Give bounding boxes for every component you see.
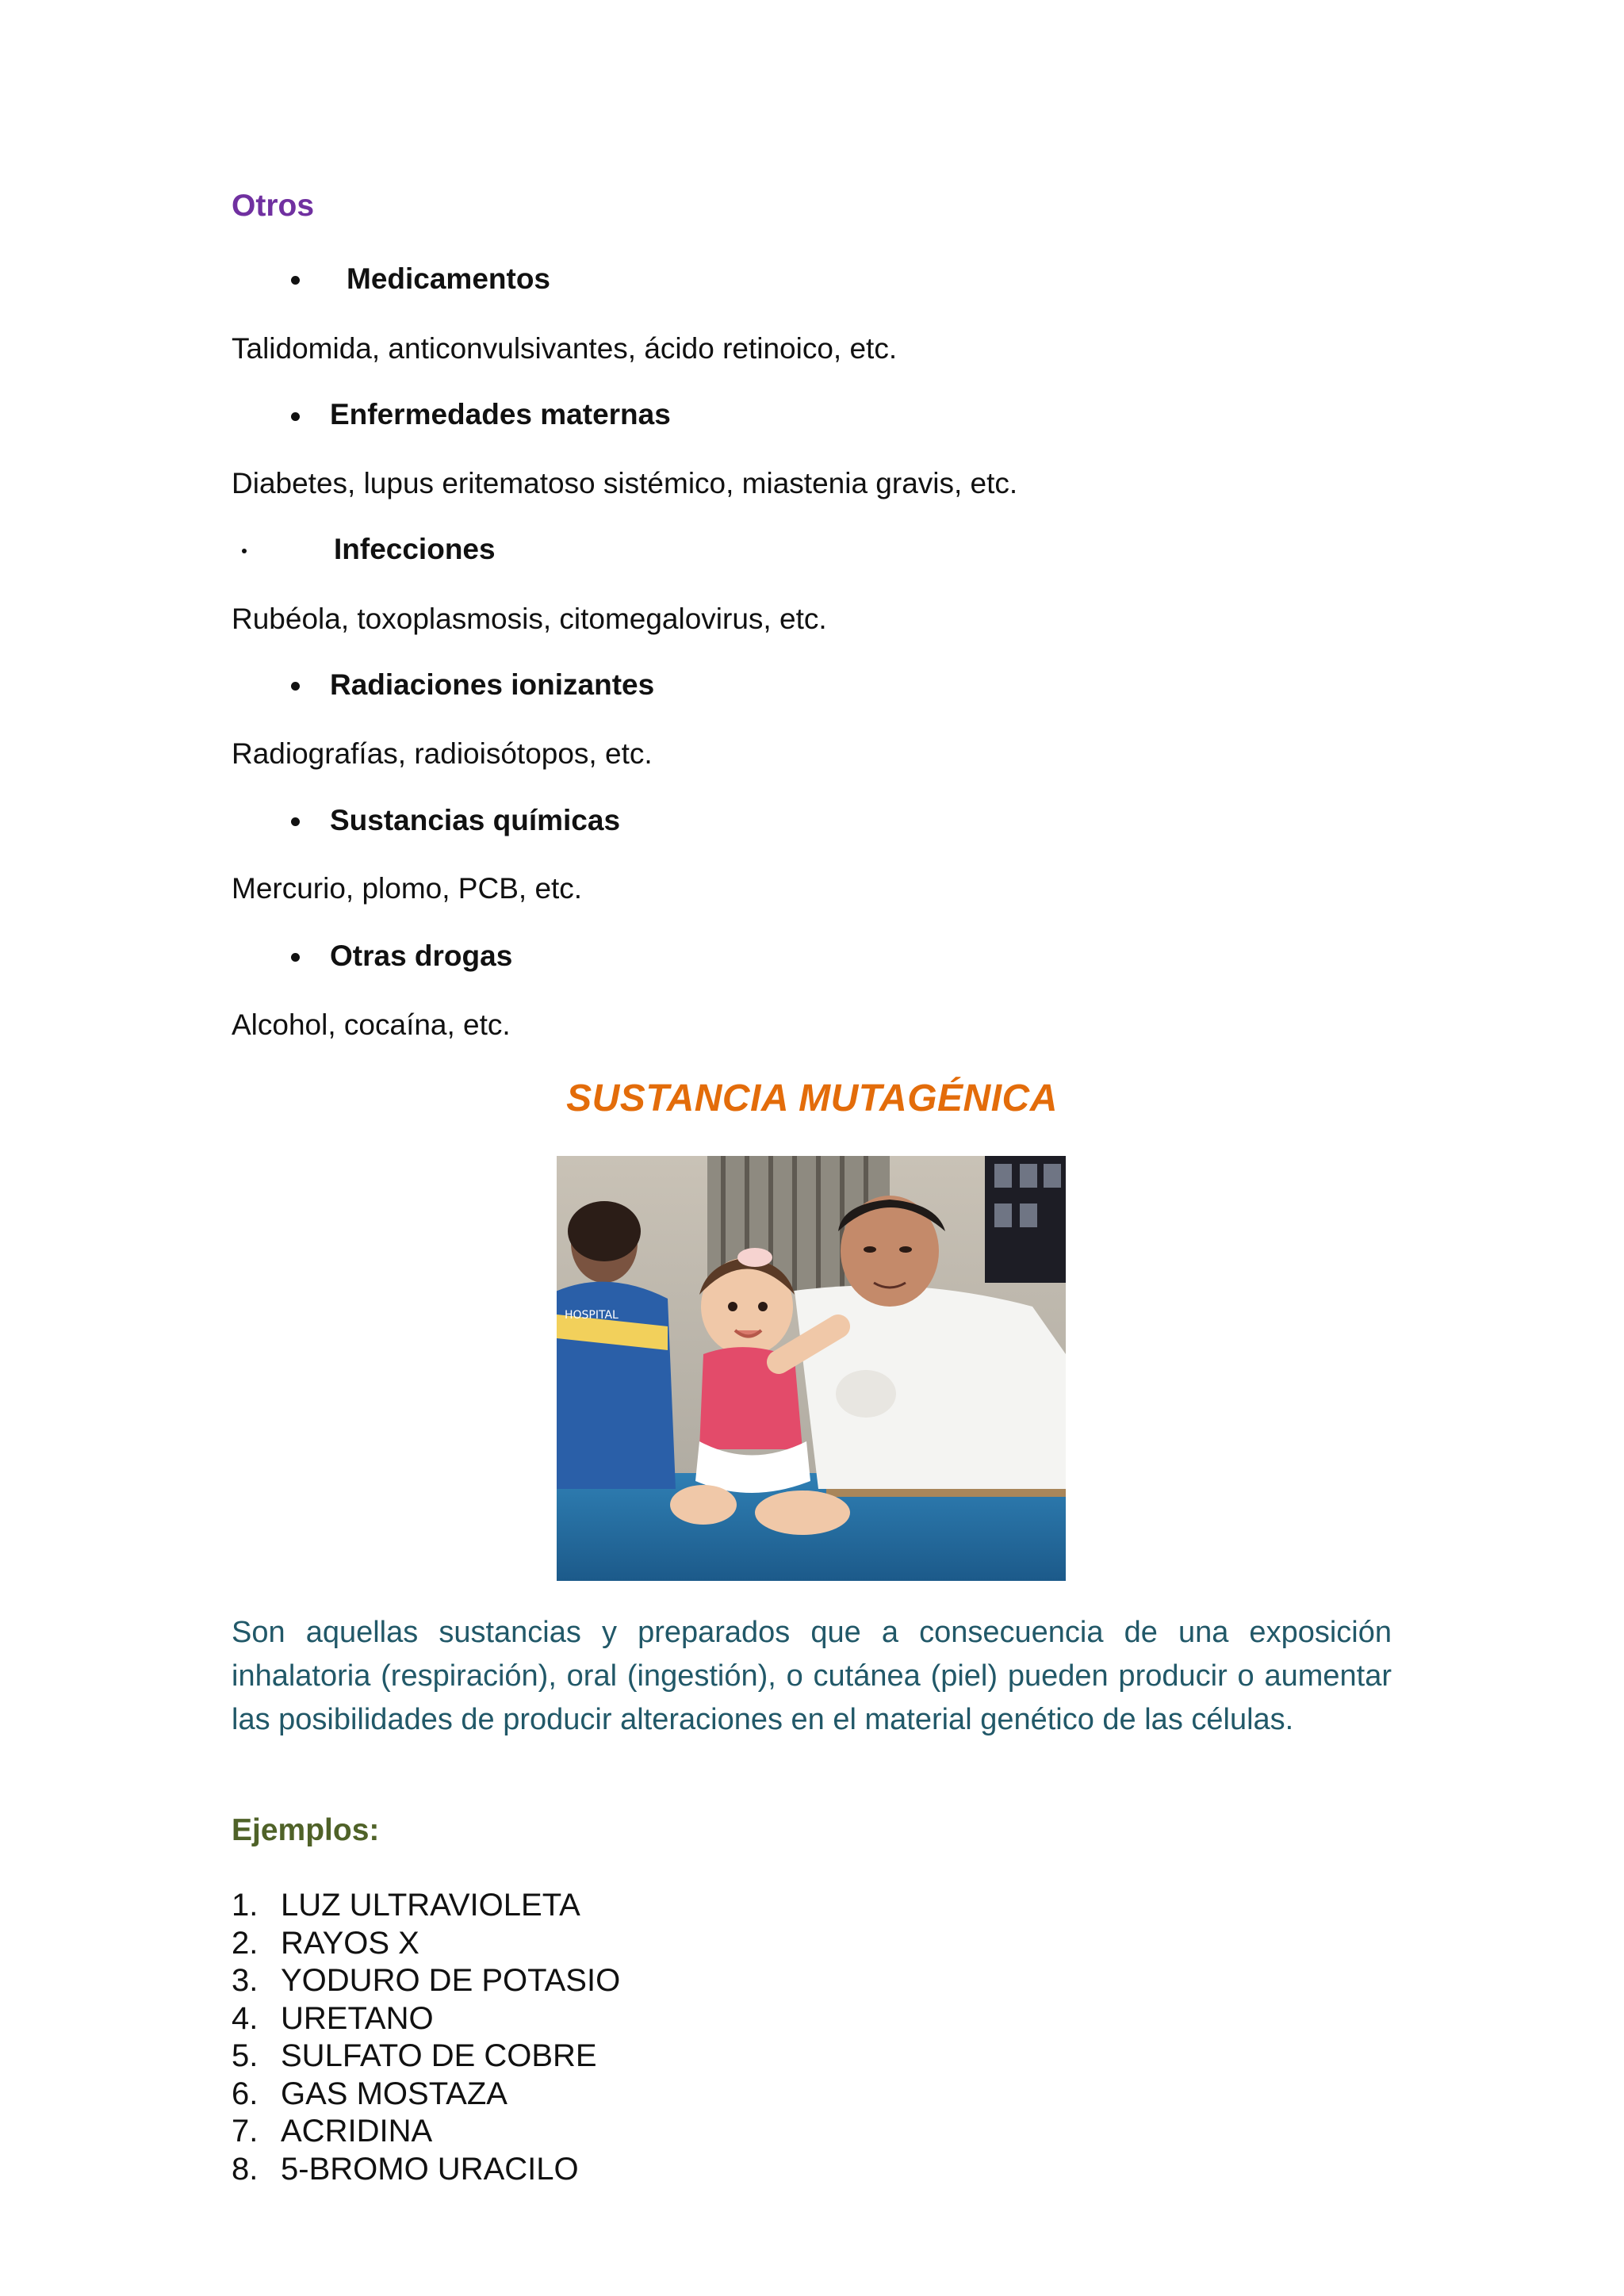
list-item: 6. GAS MOSTAZA	[232, 2076, 508, 2111]
section-title: SUSTANCIA MUTAGÉNICA	[566, 1077, 1058, 1119]
list-item: 3. YODURO DE POTASIO	[232, 1963, 621, 1998]
factor-desc-enfermedades: Diabetes, lupus eritematoso sistémico, miastenia gravis, etc.	[232, 467, 1018, 499]
bullet-icon	[291, 412, 300, 421]
factor-desc-infecciones: Rubéola, toxoplasmosis, citomegalovirus, etc.	[232, 603, 827, 635]
factor-title-sustancias: Sustancias químicas	[330, 804, 621, 836]
bullet-icon	[291, 276, 300, 285]
list-item: 8. 5-BROMO URACILO	[232, 2151, 579, 2187]
bullet-icon	[291, 817, 300, 826]
list-item: 7. ACRIDINA	[232, 2114, 433, 2149]
examples-heading: Ejemplos:	[232, 1813, 380, 1847]
factor-desc-medicamentos: Talidomida, anticonvulsivantes, ácido retinoico, etc.	[232, 332, 898, 365]
bullet-icon	[242, 549, 247, 553]
list-item: 4. URETANO	[232, 2000, 434, 2036]
factor-desc-radiaciones: Radiografías, radioisótopos, etc.	[232, 737, 653, 770]
bullet-icon	[291, 953, 300, 962]
factor-title-drogas: Otras drogas	[330, 939, 513, 972]
factor-title-enfermedades: Enfermedades maternas	[330, 398, 671, 430]
list-item: 1. LUZ ULTRAVIOLETA	[232, 1888, 580, 1923]
list-item: 5. SULFATO DE COBRE	[232, 2038, 597, 2073]
factor-desc-sustancias: Mercurio, plomo, PCB, etc.	[232, 872, 583, 905]
svg-text:HOSPITAL: HOSPITAL	[565, 1309, 619, 1322]
otros-heading: Otros	[232, 189, 315, 223]
section-paragraph: Son aquellas sustancias y preparados que a consecuencia de una exposición inhalatoria (respiración), oral (ingestión), o cutánea (piel) pueden producir o aumentar las posibilidades de producir alteraciones en el material genético de las células.	[232, 1616, 1392, 1736]
list-item: 2. RAYOS X	[232, 1925, 419, 1961]
factor-title-infecciones: Infecciones	[334, 533, 496, 565]
factor-title-radiaciones: Radiaciones ionizantes	[330, 668, 655, 701]
factor-title-medicamentos: Medicamentos	[347, 262, 551, 295]
examples-list	[232, 1887, 620, 2188]
factor-desc-drogas: Alcohol, cocaína, etc.	[232, 1008, 511, 1041]
bullet-icon	[291, 682, 300, 691]
photo-doctor-baby	[557, 1156, 1066, 1581]
